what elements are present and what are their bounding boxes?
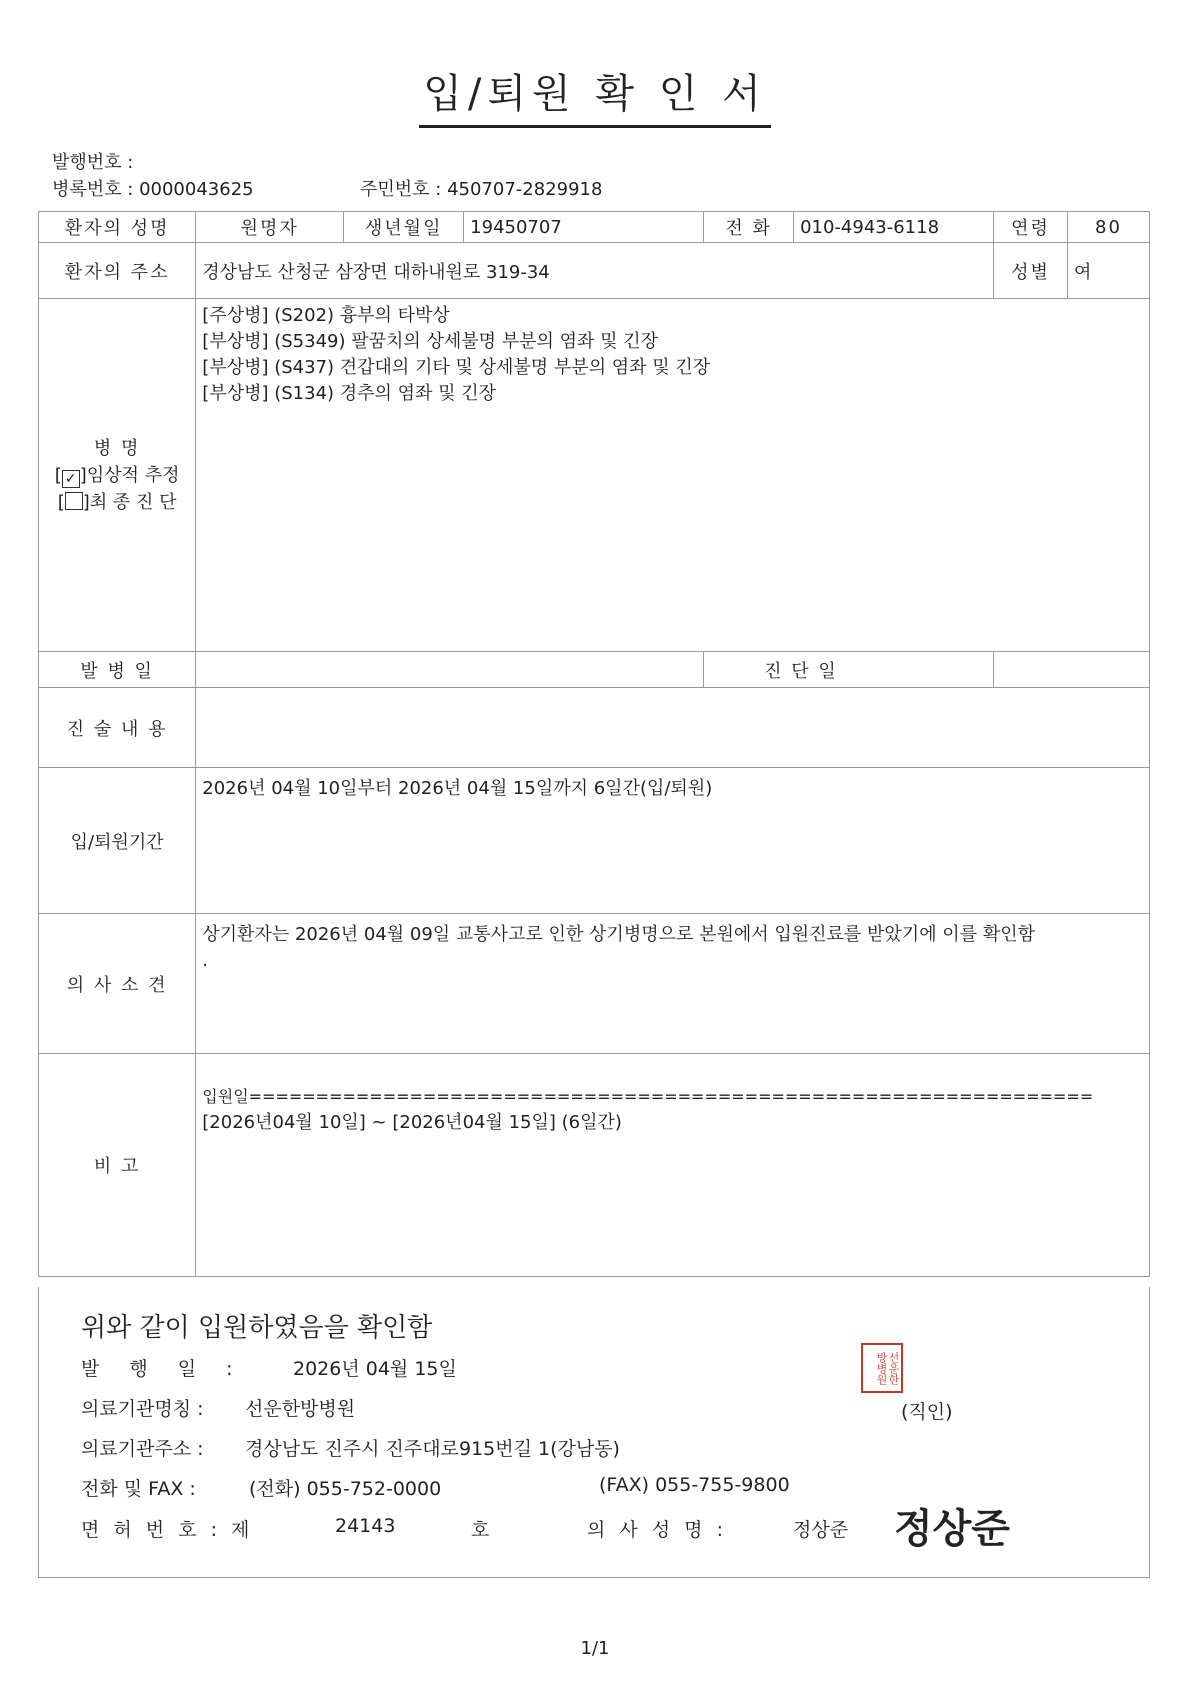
- diag-date-value: [993, 652, 1149, 688]
- period-row: [39, 768, 1150, 914]
- confirm-statement: 위와 같이 입원하였음을 확인함: [81, 1313, 433, 1343]
- resident-number-value: 450707-2829918: [447, 179, 603, 200]
- age-label: 연령: [993, 212, 1067, 243]
- statement-value: [196, 688, 1150, 768]
- certificate-table: [38, 211, 1150, 1277]
- remarks-line-2: [2026년04월 10일] ~ [2026년04월 15일] (6일간): [202, 1112, 622, 1133]
- page-number: 1/1: [580, 1638, 610, 1659]
- diagnosis-line: [부상병] (S437) 견갑대의 기타 및 상세불명 부분의 염좌 및 긴장: [202, 357, 711, 378]
- clinical-estimate-option: [ ✓ ]임상적 추정: [54, 464, 180, 487]
- opinion-dot: .: [202, 950, 209, 971]
- address-label: 환자의 주소: [39, 243, 196, 299]
- period-label: 입/퇴원기간: [39, 768, 196, 914]
- onset-value: [196, 652, 704, 688]
- record-number-label: 병록번호 :: [52, 179, 134, 200]
- diagnosis-label-cell: [39, 299, 196, 652]
- onset-label: 발 병 일: [39, 652, 196, 688]
- name-label: 환자의 성명: [39, 212, 196, 243]
- record-number-value: 0000043625: [139, 179, 254, 200]
- license-label: 면 허 번 호 : 제: [81, 1519, 254, 1541]
- final-diagnosis-label: 최 종 진 단: [89, 491, 177, 513]
- diagnosis-list: [196, 299, 1150, 652]
- doctor-name: 정상준: [793, 1519, 849, 1541]
- diagnosis-line: [부상병] (S134) 경추의 염좌 및 긴장: [202, 383, 497, 404]
- diagnosis-line: [주상병] (S202) 흉부의 타박상: [202, 305, 450, 326]
- dob-label: 생년월일: [344, 212, 464, 243]
- resident-number: [360, 175, 602, 201]
- record-number: [52, 175, 254, 201]
- clinical-estimate-label: 임상적 추정: [86, 464, 180, 486]
- patient-dob: 19450707: [464, 212, 704, 243]
- diagnosis-label: 병 명: [93, 437, 141, 459]
- document-title: 입/퇴원 확 인 서: [0, 62, 1190, 128]
- institution-address: 경상남도 진주시 진주대로915번길 1(강남동): [245, 1438, 620, 1460]
- remarks-cell: [196, 1054, 1150, 1277]
- final-diagnosis-option: [ ]최 종 진 단: [57, 491, 177, 513]
- footer-box: [38, 1287, 1150, 1578]
- license-suffix: 호: [471, 1519, 490, 1541]
- opinion-row: [39, 914, 1150, 1054]
- doctor-name-label: 의 사 성 명 :: [587, 1519, 727, 1541]
- statement-row: [39, 688, 1150, 768]
- seal-caption: (직인): [901, 1401, 953, 1423]
- opinion-text: 상기환자는 2026년 04월 09일 교통사고로 인한 상기병명으로 본원에서 입원진료를 받았기에 이를 확인함: [202, 924, 1035, 945]
- issue-number-label: 발행번호 :: [52, 152, 134, 173]
- license-number: 24143: [335, 1515, 396, 1537]
- opinion-cell: [196, 914, 1150, 1054]
- final-checkbox-icon: [65, 492, 83, 510]
- institution-name: 선운한방병원: [245, 1398, 356, 1420]
- doctor-signature: 정상준: [894, 1505, 1010, 1552]
- dates-row: [39, 652, 1150, 688]
- patient-address: 경상남도 산청군 삼장면 대하내원로 319-34: [196, 243, 994, 299]
- opinion-label: 의 사 소 견: [39, 914, 196, 1054]
- statement-label: 진 술 내 용: [39, 688, 196, 768]
- patient-phone: 010-4943-6118: [794, 212, 994, 243]
- phone-label: 전 화: [704, 212, 794, 243]
- diag-date-label: 진 단 일: [704, 652, 994, 688]
- institution-name-label: 의료기관명칭 :: [81, 1398, 204, 1420]
- remarks-label: 비 고: [39, 1054, 196, 1277]
- remarks-row: [39, 1054, 1150, 1277]
- institution-address-label: 의료기관주소 :: [81, 1438, 204, 1460]
- remarks-line-1: 입원일===============================================================: [202, 1087, 1094, 1106]
- diagnosis-row: [39, 299, 1150, 652]
- patient-row-1: [39, 212, 1150, 243]
- resident-number-label: 주민번호 :: [360, 179, 442, 200]
- patient-age: 80: [1067, 212, 1149, 243]
- telephone: (전화) 055-752-0000: [249, 1478, 442, 1500]
- period-text: 2026년 04월 10일부터 2026년 04월 15일까지 6일간(입/퇴원): [196, 768, 1150, 914]
- issue-date-label: 발 행 일 :: [81, 1358, 245, 1380]
- fax: (FAX) 055-755-9800: [599, 1474, 790, 1496]
- clinical-checkbox-icon: ✓: [62, 470, 80, 488]
- patient-row-2: [39, 243, 1150, 299]
- patient-name: 원명자: [196, 212, 344, 243]
- tel-fax-label: 전화 및 FAX :: [81, 1478, 196, 1500]
- patient-sex: 여: [1067, 243, 1149, 299]
- issue-date: 2026년 04월 15일: [293, 1358, 457, 1380]
- diagnosis-line: [부상병] (S5349) 팔꿈치의 상세불명 부분의 염좌 및 긴장: [202, 331, 659, 352]
- hospital-seal: 선운한방병원: [861, 1343, 903, 1393]
- sex-label: 성별: [993, 243, 1067, 299]
